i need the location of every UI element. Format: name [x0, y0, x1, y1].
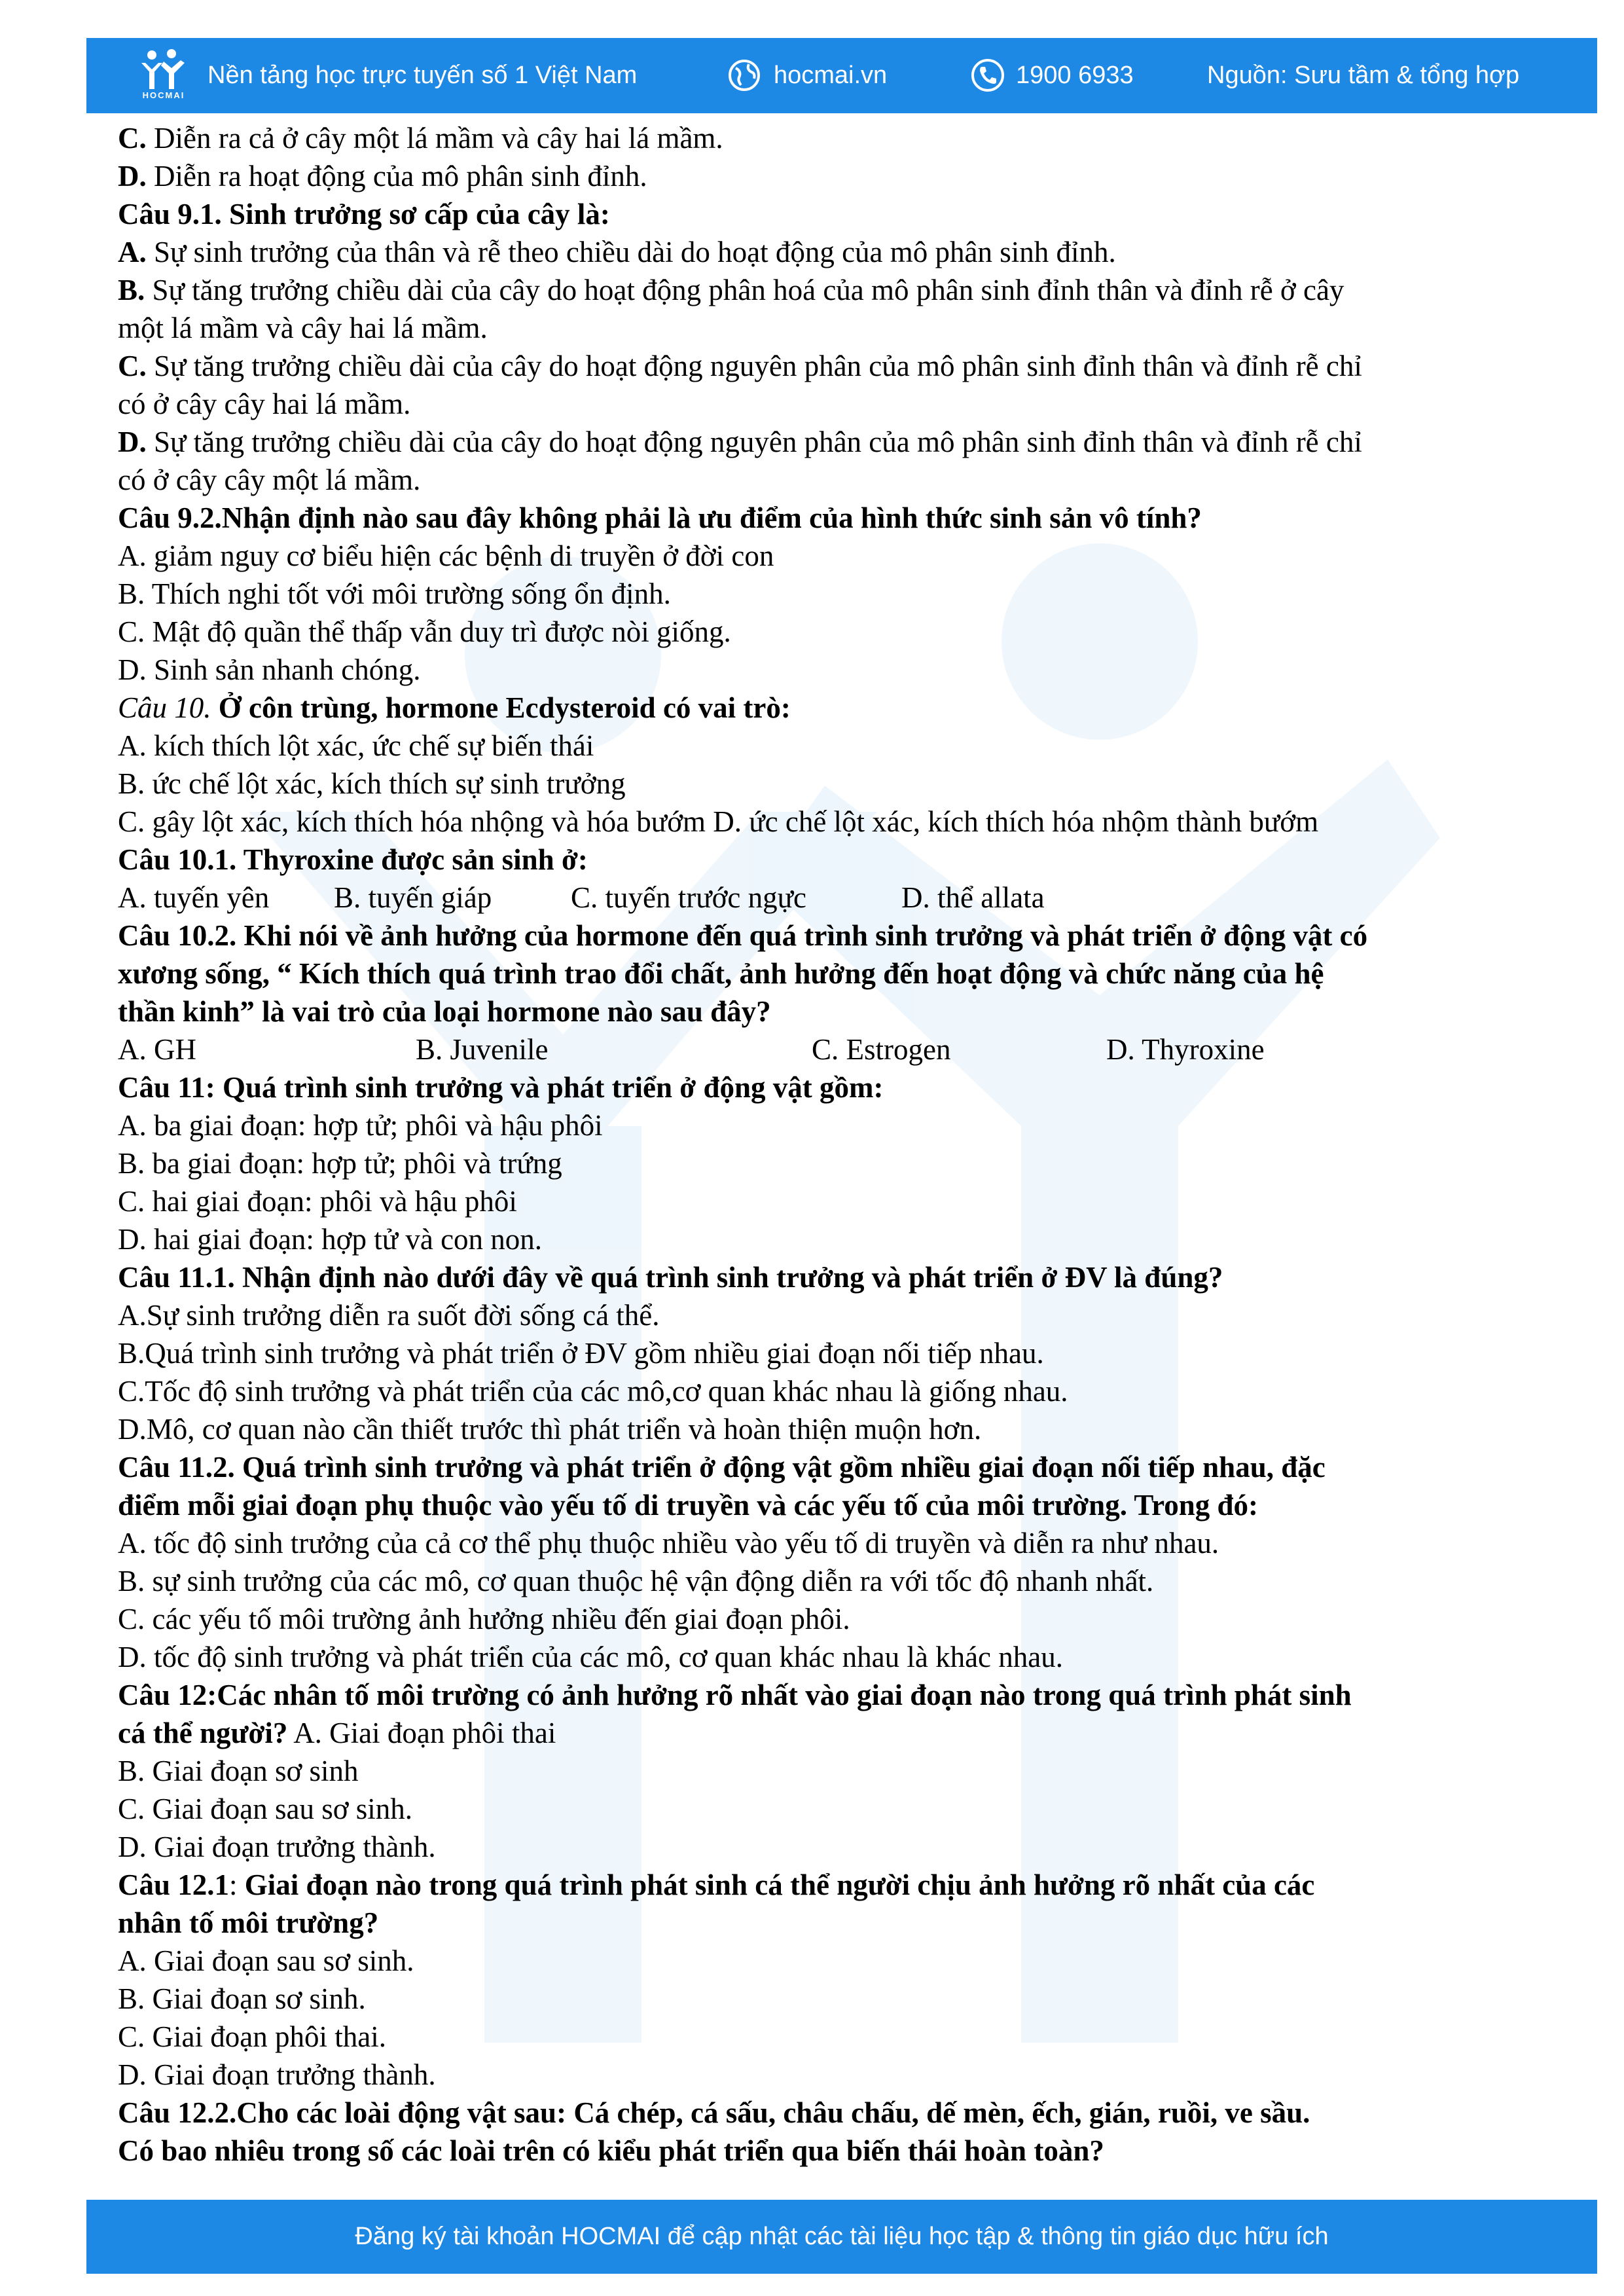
- option-line: C. Sự tăng trưởng chiều dài của cây do hoạt động nguyên phân của mô phân sinh đỉnh thân và đỉnh rễ chỉ: [118, 350, 1362, 382]
- option-line: A. kích thích lột xác, ức chế sự biến thái: [118, 729, 594, 762]
- option-line: C. Mật độ quần thể thấp vẫn duy trì được nòi giống.: [118, 615, 731, 648]
- option-line: A. giảm nguy cơ biểu hiện các bệnh di truyền ở đời con: [118, 539, 774, 572]
- option-line: B. Sự tăng trưởng chiều dài của cây do hoạt động phân hoá của mô phân sinh đỉnh thân và đỉnh rễ ở cây: [118, 274, 1344, 306]
- option-line: C. hai giai đoạn: phôi và hậu phôi: [118, 1185, 517, 1218]
- footer-register-text[interactable]: Đăng ký tài khoản HOCMAI để cập nhật các tài liệu học tập & thông tin giáo dục hữu ích: [355, 2223, 1329, 2250]
- header-source: Nguồn: Sưu tầm & tổng hợp: [1207, 62, 1520, 89]
- option-line: A. Sự sinh trưởng của thân và rễ theo chiều dài do hoạt động của mô phân sinh đỉnh.: [118, 236, 1116, 268]
- option-c: C. Estrogen: [812, 1033, 951, 1066]
- logo-figure-icon: [137, 48, 190, 90]
- option-line: C. Giai đoạn phôi thai.: [118, 2020, 386, 2053]
- options-row: [118, 879, 1525, 917]
- question-12-1: Câu 12.1: Giai đoạn nào trong quá trình phát sinh cá thể người chịu ảnh hưởng rõ nhất của các: [118, 1868, 1315, 1901]
- question-9-2: Câu 9.2.Nhận định nào sau đây không phải là ưu điểm của hình thức sinh sản vô tính?: [118, 501, 1202, 534]
- option-b: B. Juvenile: [416, 1033, 549, 1066]
- header-bar: [86, 38, 1597, 113]
- question-10: Câu 10. Ở côn trùng, hormone Ecdysteroid có vai trò:: [118, 691, 791, 724]
- option-line: D. Sinh sản nhanh chóng.: [118, 653, 421, 686]
- option-line: B. Giai đoạn sơ sinh.: [118, 1982, 366, 2015]
- option-line: D. Sự tăng trưởng chiều dài của cây do hoạt động nguyên phân của mô phân sinh đỉnh thân và đỉnh rễ chỉ: [118, 426, 1362, 458]
- question-10-2-cont: xương sống, “ Kích thích quá trình trao đổi chất, ảnh hưởng đến hoạt động và chức năng của hệ: [118, 957, 1324, 990]
- option-line: D. hai giai đoạn: hợp tử và con non.: [118, 1223, 543, 1256]
- question-12: Câu 12:Các nhân tố môi trường có ảnh hưởng rõ nhất vào giai đoạn nào trong quá trình phát sinh: [118, 1679, 1352, 1711]
- question-12-2: Câu 12.2.Cho các loài động vật sau: Cá chép, cá sấu, châu chấu, dế mèn, ếch, gián, ruồi, ve sầu.: [118, 2096, 1310, 2129]
- option-line: D. Diễn ra hoạt động của mô phân sinh đỉnh.: [118, 160, 647, 192]
- header-website-link[interactable]: hocmai.vn: [774, 62, 888, 89]
- option-line: C. gây lột xác, kích thích hóa nhộng và hóa bướm D. ức chế lột xác, kích thích hóa nhộm thành bướm: [118, 805, 1319, 838]
- question-9-1: Câu 9.1. Sinh trưởng sơ cấp của cây là:: [118, 198, 610, 230]
- option-line-cont: có ở cây cây hai lá mầm.: [118, 388, 411, 420]
- option-line: B.Quá trình sinh trưởng và phát triển ở ĐV gồm nhiều giai đoạn nối tiếp nhau.: [118, 1337, 1044, 1370]
- question-11-2-cont: điểm mỗi giai đoạn phụ thuộc vào yếu tố di truyền và các yếu tố của môi trường. Trong đó:: [118, 1489, 1259, 1522]
- document-body: [118, 119, 1525, 2170]
- option-a: A. tuyến yên: [118, 881, 270, 914]
- question-12-2-cont: Có bao nhiêu trong số các loài trên có kiểu phát triển qua biến thái hoàn toàn?: [118, 2134, 1104, 2167]
- globe-icon: [727, 58, 762, 93]
- hocmai-logo[interactable]: [137, 48, 190, 103]
- question-10-2-cont: thần kinh” là vai trò của loại hormone nào sau đây?: [118, 995, 771, 1028]
- option-line: D. Giai đoạn trưởng thành.: [118, 1831, 436, 1863]
- option-d: D. thể allata: [901, 881, 1045, 914]
- option-a: A. GH: [118, 1033, 196, 1066]
- logo-text: HOCMAI: [142, 90, 185, 100]
- question-11-2: Câu 11.2. Quá trình sinh trưởng và phát triển ở động vật gồm nhiều giai đoạn nối tiếp nhau, đặc: [118, 1451, 1326, 1484]
- option-line: C.Tốc độ sinh trưởng và phát triển của các mô,cơ quan khác nhau là giống nhau.: [118, 1375, 1068, 1408]
- option-line: D. Giai đoạn trưởng thành.: [118, 2058, 436, 2091]
- question-11: Câu 11: Quá trình sinh trưởng và phát triển ở động vật gồm:: [118, 1071, 884, 1104]
- options-row: [118, 1030, 1525, 1068]
- question-11-1: Câu 11.1. Nhận định nào dưới đây về quá trình sinh trưởng và phát triển ở ĐV là đúng?: [118, 1261, 1223, 1294]
- option-line: A.Sự sinh trưởng diễn ra suốt đời sống cá thể.: [118, 1299, 660, 1332]
- option-line: C. các yếu tố môi trường ảnh hưởng nhiều đến giai đoạn phôi.: [118, 1603, 850, 1635]
- option-line: A. ba giai đoạn: hợp tử; phôi và hậu phôi: [118, 1109, 603, 1142]
- option-line: B. ức chế lột xác, kích thích sự sinh trưởng: [118, 767, 626, 800]
- question-12-cont: cá thể người? A. Giai đoạn phôi thai: [118, 1717, 556, 1749]
- footer-bar: [86, 2200, 1597, 2274]
- option-line: D. tốc độ sinh trưởng và phát triển của các mô, cơ quan khác nhau là khác nhau.: [118, 1641, 1063, 1673]
- option-line: A. tốc độ sinh trưởng của cả cơ thể phụ thuộc nhiều vào yếu tố di truyền và diễn ra như nhau.: [118, 1527, 1219, 1559]
- header-phone[interactable]: 1900 6933: [1016, 62, 1134, 89]
- option-line: B. ba giai đoạn: hợp tử; phôi và trứng: [118, 1147, 562, 1180]
- option-line: C. Diễn ra cả ở cây một lá mầm và cây hai lá mầm.: [118, 122, 723, 155]
- option-line: B. Thích nghi tốt với môi trường sống ổn định.: [118, 577, 671, 610]
- question-12-1-cont: nhân tố môi trường?: [118, 1906, 379, 1939]
- option-line: B. Giai đoạn sơ sinh: [118, 1755, 359, 1787]
- option-d: D. Thyroxine: [1106, 1033, 1265, 1066]
- phone-icon: [970, 58, 1005, 93]
- question-10-2: Câu 10.2. Khi nói về ảnh hưởng của hormone đến quá trình sinh trưởng và phát triển ở động vật có: [118, 919, 1368, 952]
- option-line: B. sự sinh trưởng của các mô, cơ quan thuộc hệ vận động diễn ra với tốc độ nhanh nhất.: [118, 1565, 1154, 1597]
- option-line: A. Giai đoạn sau sơ sinh.: [118, 1944, 414, 1977]
- option-line-cont: có ở cây cây một lá mầm.: [118, 464, 421, 496]
- option-b: B. tuyến giáp: [334, 881, 492, 914]
- option-line: D.Mô, cơ quan nào cần thiết trước thì phát triển và hoàn thiện muộn hơn.: [118, 1413, 982, 1446]
- header-slogan: Nền tảng học trực tuyến số 1 Việt Nam: [208, 62, 638, 89]
- question-10-1: Câu 10.1. Thyroxine được sản sinh ở:: [118, 843, 588, 876]
- option-line: C. Giai đoạn sau sơ sinh.: [118, 1793, 413, 1825]
- option-line-cont: một lá mầm và cây hai lá mầm.: [118, 312, 488, 344]
- option-c: C. tuyến trước ngực: [571, 881, 806, 914]
